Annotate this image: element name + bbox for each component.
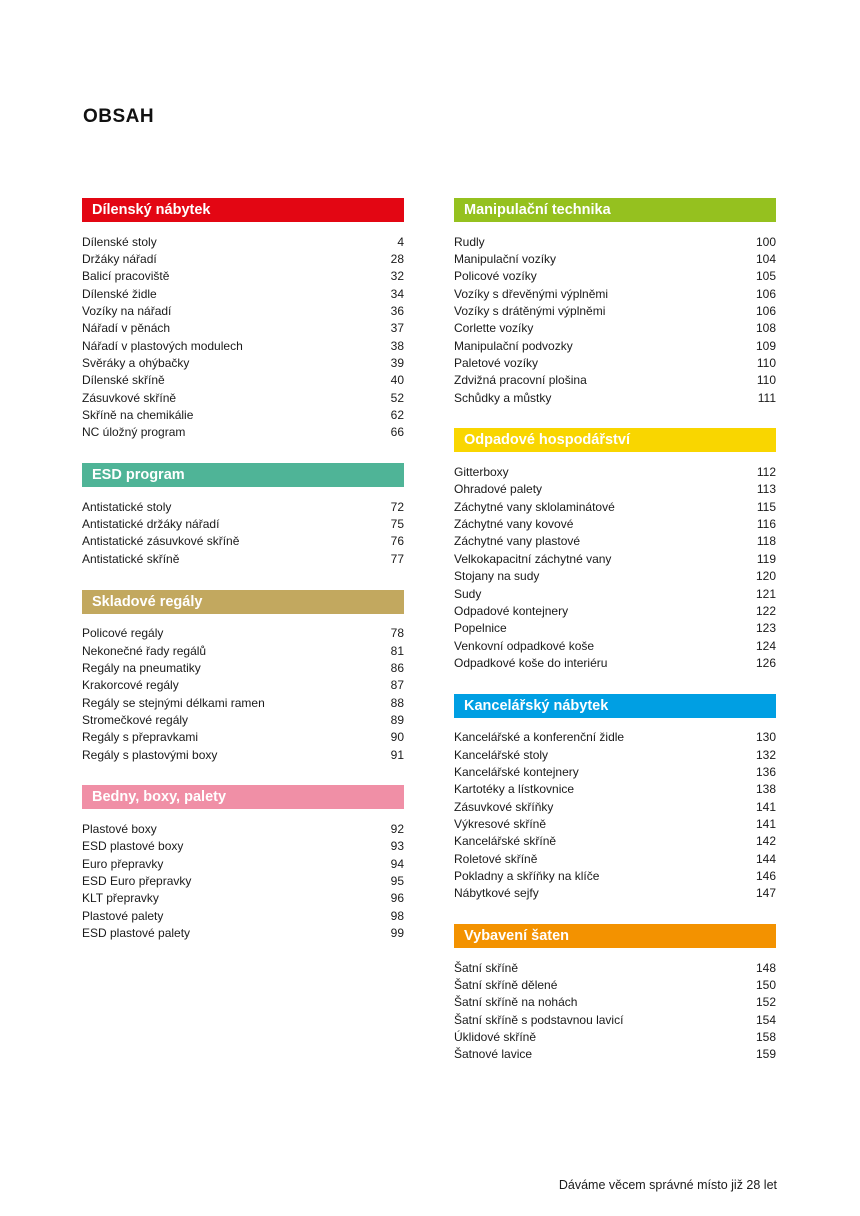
toc-entry-page: 106	[755, 286, 776, 301]
toc-entry-name: Gitterboxy	[454, 465, 509, 480]
toc-entry-name: Krakorcové regály	[82, 678, 179, 693]
toc-entry-page: 81	[390, 643, 404, 658]
toc-entry-name: Roletové skříně	[454, 851, 538, 866]
toc-section-vybaveni-saten	[454, 924, 776, 1063]
toc-section-odpadove-hospodarstvi	[454, 428, 776, 671]
toc-entry-name: Úklidové skříně	[454, 1030, 537, 1045]
toc-entry-page: 72	[390, 499, 404, 514]
toc-entry	[454, 550, 776, 567]
toc-entry-page: 121	[755, 586, 776, 601]
footer-tagline: Dáváme věcem správné místo již 28 let	[558, 1178, 777, 1192]
toc-entry	[454, 268, 776, 285]
toc-section-esd-program	[82, 463, 404, 567]
toc-entry-page: 115	[756, 499, 776, 514]
section-header: Bedny, boxy, palety	[82, 785, 404, 809]
toc-entry	[454, 320, 776, 337]
toc-entry	[82, 820, 404, 837]
toc-entry	[454, 481, 776, 498]
toc-entry-name: Antistatické skříně	[82, 551, 180, 566]
toc-entry-page: 113	[756, 482, 776, 497]
toc-entry-name: Sudy	[454, 586, 482, 601]
toc-entry-page: 119	[756, 551, 776, 566]
toc-entry-page: 93	[390, 839, 404, 854]
toc-entry-page: 86	[390, 660, 404, 675]
toc-entry	[82, 550, 404, 567]
toc-entry	[454, 976, 776, 993]
toc-entry-page: 92	[390, 821, 404, 836]
toc-entry-page: 154	[755, 1012, 776, 1027]
toc-entries	[82, 625, 404, 764]
toc-entry-name: Šatní skříně dělené	[454, 978, 558, 993]
toc-entry-name: Šatní skříně s podstavnou lavicí	[454, 1012, 624, 1027]
toc-entry	[454, 867, 776, 884]
toc-entry-page: 141	[755, 816, 776, 831]
toc-entry-name: Kancelářské stoly	[454, 747, 549, 762]
toc-entry-page: 38	[390, 338, 404, 353]
toc-entry-name: Kancelářské kontejnery	[454, 764, 579, 779]
toc-entry-name: Zdvižná pracovní plošina	[454, 373, 587, 388]
toc-entry-name: NC úložný program	[82, 425, 186, 440]
toc-entries	[454, 233, 776, 406]
toc-entry-name: Stojany na sudy	[454, 569, 540, 584]
toc-entry	[454, 250, 776, 267]
toc-entry-page: 122	[755, 603, 776, 618]
toc-entry-name: Kartotéky a lístkovnice	[454, 782, 575, 797]
section-header: ESD program	[82, 463, 404, 487]
toc-entry	[82, 694, 404, 711]
toc-entry	[454, 1011, 776, 1028]
toc-entry	[82, 302, 404, 319]
toc-entry-page: 144	[755, 851, 776, 866]
toc-entry	[82, 642, 404, 659]
toc-entry	[82, 354, 404, 371]
toc-entry-page: 76	[390, 534, 404, 549]
toc-entry	[82, 890, 404, 907]
toc-entry	[454, 833, 776, 850]
toc-entry-name: Antistatické stoly	[82, 499, 172, 514]
toc-entry	[454, 815, 776, 832]
toc-entry-name: Záchytné vany plastové	[454, 534, 581, 549]
toc-entry-name: Policové vozíky	[454, 269, 537, 284]
toc-entry-name: Kancelářské skříně	[454, 834, 557, 849]
toc-entry-name: Paletové vozíky	[454, 356, 539, 371]
toc-entries	[454, 463, 776, 671]
toc-entry-name: Regály se stejnými délkami ramen	[82, 695, 265, 710]
toc-entry	[454, 533, 776, 550]
toc-entry	[454, 763, 776, 780]
toc-section-manipulacni-technika	[454, 198, 776, 406]
toc-entry-name: Odpadové kontejnery	[454, 603, 569, 618]
toc-entry-page: 111	[757, 390, 776, 405]
toc-entry	[82, 515, 404, 532]
toc-entry-name: Manipulační vozíky	[454, 252, 557, 267]
section-header: Dílenský nábytek	[82, 198, 404, 222]
toc-entry-name: Antistatické zásuvkové skříně	[82, 534, 240, 549]
toc-entry	[82, 268, 404, 285]
toc-entry	[454, 389, 776, 406]
toc-entry	[82, 320, 404, 337]
toc-entry-page: 112	[756, 465, 776, 480]
toc-entry-name: KLT přepravky	[82, 891, 159, 906]
toc-entry	[82, 838, 404, 855]
toc-entry-page: 34	[390, 286, 404, 301]
toc-entry	[454, 885, 776, 902]
toc-entries	[454, 729, 776, 902]
toc-entry	[82, 406, 404, 423]
toc-entry-name: Vozíky s drátěnými výplněmi	[454, 304, 606, 319]
toc-entry-name: Ohradové palety	[454, 482, 543, 497]
toc-entry	[454, 498, 776, 515]
toc-entry	[454, 585, 776, 602]
toc-entry-page: 148	[755, 960, 776, 975]
toc-entry	[82, 389, 404, 406]
toc-entry	[82, 372, 404, 389]
toc-entry-name: Stromečkové regály	[82, 712, 189, 727]
toc-entry-page: 138	[755, 782, 776, 797]
toc-entries	[82, 498, 404, 567]
toc-entry-name: Zásuvkové skříně	[82, 390, 177, 405]
toc-entry	[82, 337, 404, 354]
toc-entry-page: 118	[756, 534, 776, 549]
toc-entries	[454, 959, 776, 1063]
toc-entry	[82, 907, 404, 924]
toc-entry-name: Policové regály	[82, 626, 164, 641]
section-header: Skladové regály	[82, 590, 404, 614]
toc-entry-name: Manipulační podvozky	[454, 338, 573, 353]
toc-entry-name: Vozíky na nářadí	[82, 304, 172, 319]
toc-entry	[82, 746, 404, 763]
toc-entry-page: 105	[755, 269, 776, 284]
toc-entry-page: 104	[755, 252, 776, 267]
toc-entry-page: 52	[390, 390, 404, 405]
toc-entry-page: 110	[756, 356, 776, 371]
toc-entry	[82, 424, 404, 441]
toc-entry-page: 150	[755, 978, 776, 993]
toc-entry	[82, 659, 404, 676]
toc-entry-page: 147	[755, 886, 776, 901]
toc-entry-name: Záchytné vany sklolaminátové	[454, 499, 615, 514]
section-header: Vybavení šaten	[454, 924, 776, 948]
toc-entry	[82, 729, 404, 746]
toc-entry	[454, 337, 776, 354]
toc-entry-name: Zásuvkové skříňky	[454, 799, 554, 814]
toc-entry-name: Dílenské stoly	[82, 234, 157, 249]
toc-entry-page: 142	[755, 834, 776, 849]
toc-entry-page: 106	[755, 304, 776, 319]
toc-entry-page: 124	[755, 638, 776, 653]
toc-entry	[82, 498, 404, 515]
toc-entries	[82, 820, 404, 941]
toc-entry-page: 109	[755, 338, 776, 353]
toc-entry-page: 77	[390, 551, 404, 566]
toc-entry-name: Svěráky a ohýbačky	[82, 356, 190, 371]
toc-entry-name: Venkovní odpadkové koše	[454, 638, 595, 653]
toc-entry-name: Regály s přepravkami	[82, 730, 199, 745]
toc-entry	[454, 654, 776, 671]
toc-entry	[82, 285, 404, 302]
toc-entry-page: 36	[390, 304, 404, 319]
toc-entry-name: Rudly	[454, 234, 485, 249]
toc-entry-page: 126	[755, 655, 776, 670]
toc-entry-name: Schůdky a můstky	[454, 390, 552, 405]
toc-entry-name: Odpadkové koše do interiéru	[454, 655, 608, 670]
toc-entry-name: Plastové palety	[82, 908, 164, 923]
toc-entry-page: 132	[755, 747, 776, 762]
toc-entry-page: 98	[390, 908, 404, 923]
toc-left-column	[82, 198, 404, 964]
toc-entry-name: Antistatické držáky nářadí	[82, 517, 220, 532]
toc-section-kancelarsky-nabytek	[454, 694, 776, 902]
toc-entry	[454, 285, 776, 302]
toc-entry-page: 116	[756, 517, 776, 532]
toc-entry-page: 136	[755, 764, 776, 779]
toc-entry-name: Nářadí v pěnách	[82, 321, 171, 336]
toc-entry-name: Vozíky s dřevěnými výplněmi	[454, 286, 609, 301]
toc-entry	[454, 515, 776, 532]
section-header: Kancelářský nábytek	[454, 694, 776, 718]
toc-entry	[82, 533, 404, 550]
toc-entry-page: 141	[755, 799, 776, 814]
toc-entry-page: 90	[390, 730, 404, 745]
toc-entry	[82, 233, 404, 250]
toc-entry-name: ESD plastové boxy	[82, 839, 184, 854]
page-title: OBSAH	[83, 106, 155, 127]
toc-entry	[454, 781, 776, 798]
toc-entry-page: 32	[390, 269, 404, 284]
toc-entry	[454, 302, 776, 319]
toc-section-dilensky-nabytek	[82, 198, 404, 441]
toc-entry-name: Regály na pneumatiky	[82, 660, 201, 675]
toc-entry-name: Balicí pracoviště	[82, 269, 170, 284]
toc-entry-page: 146	[755, 868, 776, 883]
toc-entry-page: 159	[755, 1047, 776, 1062]
toc-entry	[454, 729, 776, 746]
toc-entry	[454, 798, 776, 815]
toc-entry-page: 108	[755, 321, 776, 336]
toc-entry-page: 62	[390, 408, 404, 423]
toc-entry-name: Dílenské skříně	[82, 373, 165, 388]
toc-section-bedny-boxy-palety	[82, 785, 404, 941]
toc-entry-page: 120	[755, 569, 776, 584]
toc-entry	[454, 620, 776, 637]
toc-entry-page: 100	[755, 234, 776, 249]
toc-entry-name: Popelnice	[454, 621, 507, 636]
toc-entry	[82, 872, 404, 889]
toc-entry	[454, 994, 776, 1011]
toc-section-skladove-regaly	[82, 590, 404, 764]
toc-entry-page: 37	[390, 321, 404, 336]
toc-entry-name: Dílenské židle	[82, 286, 157, 301]
toc-entry-name: Corlette vozíky	[454, 321, 534, 336]
toc-entries	[82, 233, 404, 441]
toc-entry-page: 94	[390, 856, 404, 871]
toc-entry	[82, 250, 404, 267]
toc-entry-page: 75	[390, 517, 404, 532]
toc-entry-name: Nekonečné řady regálů	[82, 643, 207, 658]
toc-entry-name: Šatnové lavice	[454, 1047, 533, 1062]
toc-entry-name: Šatní skříně na nohách	[454, 995, 578, 1010]
toc-entry	[82, 625, 404, 642]
toc-entry-name: Kancelářské a konferenční židle	[454, 730, 625, 745]
toc-entry-page: 88	[390, 695, 404, 710]
toc-entry-page: 89	[390, 712, 404, 727]
toc-entry-page: 4	[397, 234, 404, 249]
section-header: Manipulační technika	[454, 198, 776, 222]
toc-entry	[82, 924, 404, 941]
toc-entry-page: 158	[755, 1030, 776, 1045]
toc-entry-page: 40	[390, 373, 404, 388]
toc-entry-page: 28	[390, 252, 404, 267]
toc-entry-page: 66	[390, 425, 404, 440]
toc-entry	[454, 637, 776, 654]
toc-entry-name: Velkokapacitní záchytné vany	[454, 551, 612, 566]
toc-entry	[82, 855, 404, 872]
toc-entry	[454, 372, 776, 389]
toc-entry	[454, 602, 776, 619]
toc-entry-name: Regály s plastovými boxy	[82, 747, 218, 762]
toc-entry-name: Nábytkové sejfy	[454, 886, 539, 901]
toc-entry-name: Záchytné vany kovové	[454, 517, 574, 532]
toc-entry-name: Nářadí v plastových modulech	[82, 338, 243, 353]
toc-entry-page: 96	[390, 891, 404, 906]
toc-entry	[454, 1028, 776, 1045]
toc-entry-name: ESD Euro přepravky	[82, 873, 192, 888]
toc-entry-page: 152	[755, 995, 776, 1010]
toc-entry-name: Držáky nářadí	[82, 252, 157, 267]
toc-entry-page: 130	[755, 730, 776, 745]
toc-entry	[82, 711, 404, 728]
toc-entry-page: 87	[390, 678, 404, 693]
toc-entry	[454, 568, 776, 585]
toc-entry	[82, 677, 404, 694]
toc-entry-name: ESD plastové palety	[82, 925, 191, 940]
toc-entry	[454, 463, 776, 480]
toc-entry	[454, 233, 776, 250]
toc-entry	[454, 354, 776, 371]
toc-entry-name: Výkresové skříně	[454, 816, 547, 831]
toc-entry	[454, 850, 776, 867]
toc-entry	[454, 746, 776, 763]
section-header: Odpadové hospodářství	[454, 428, 776, 452]
toc-entry-page: 123	[755, 621, 776, 636]
toc-entry	[454, 1046, 776, 1063]
toc-entry-name: Euro přepravky	[82, 856, 164, 871]
toc-entry-name: Skříně na chemikálie	[82, 408, 194, 423]
toc-entry-page: 99	[390, 925, 404, 940]
toc-entry	[454, 959, 776, 976]
toc-entry-page: 95	[390, 873, 404, 888]
toc-entry-page: 91	[390, 747, 404, 762]
toc-entry-name: Šatní skříně	[454, 960, 519, 975]
toc-entry-page: 39	[390, 356, 404, 371]
toc-entry-page: 110	[756, 373, 776, 388]
toc-right-column	[454, 198, 776, 1085]
toc-entry-page: 78	[390, 626, 404, 641]
toc-entry-name: Pokladny a skříňky na klíče	[454, 868, 600, 883]
toc-entry-name: Plastové boxy	[82, 821, 157, 836]
